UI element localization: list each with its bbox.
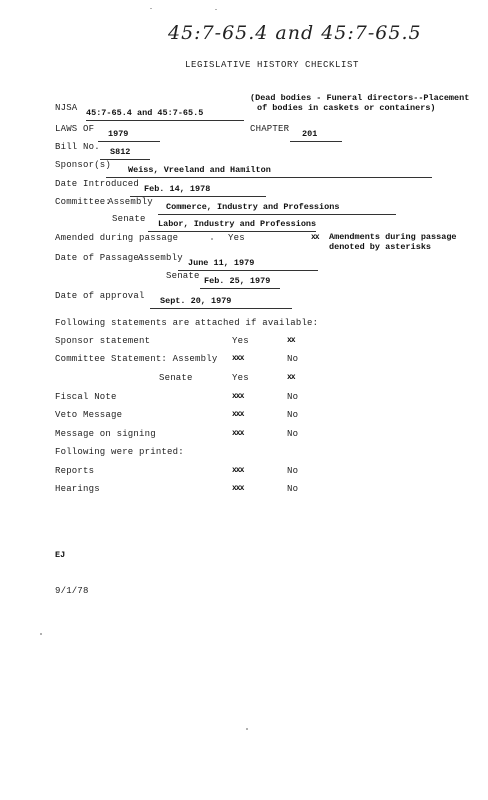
amended-note-line1: Amendments during passage <box>329 232 457 242</box>
amended-note-line2: denoted by asterisks <box>329 242 432 252</box>
handwritten-statute-header: 45:7-65.4 and 45:7-65.5 <box>168 22 422 44</box>
chapter-value: 201 <box>302 129 318 139</box>
date-of-approval-label: Date of approval <box>55 291 145 301</box>
passage-assembly-label: Assembly <box>138 253 183 263</box>
scan-speck <box>215 9 217 10</box>
statement-veto-message-no: No <box>287 410 299 420</box>
date-introduced-value: Feb. 14, 1978 <box>144 184 211 194</box>
printed-reports-no: No <box>287 466 299 476</box>
committee-assembly-label: Assembly <box>108 197 153 207</box>
sponsors-label: Sponsor(s) <box>55 160 112 170</box>
statement-committee-assembly-no: No <box>287 354 299 364</box>
printed-hearings-label: Hearings <box>55 484 100 494</box>
passage-assembly-field <box>178 252 318 271</box>
sponsors-value: Weiss, Vreeland and Hamilton <box>128 165 271 175</box>
subject-note-line2: of bodies in caskets or containers) <box>257 103 436 113</box>
statement-message-on-signing-label: Message on signing <box>55 429 156 439</box>
bill-no-label: Bill No. <box>55 142 100 152</box>
chapter-label: CHAPTER <box>250 124 290 134</box>
statement-committee-senate-yes: Yes <box>232 373 249 383</box>
subject-note-line1: (Dead bodies - Funeral directors--Placement <box>250 93 470 103</box>
bill-no-value: S812 <box>110 147 131 157</box>
statement-fiscal-note-yes: xxx <box>232 392 244 401</box>
footer-date: 9/1/78 <box>55 586 89 596</box>
committee-senate-field <box>148 213 316 232</box>
statement-committee-assembly-label: Committee Statement: Assembly <box>55 354 218 364</box>
statement-committee-senate-label: Senate <box>159 373 193 383</box>
passage-assembly-value: June 11, 1979 <box>188 258 255 268</box>
passage-senate-label: Senate <box>166 271 200 281</box>
amended-yes: Yes <box>228 233 245 243</box>
amended-label: Amended during passage <box>55 233 179 243</box>
printed-reports-label: Reports <box>55 466 95 476</box>
printed-reports-yes: xxx <box>232 466 244 475</box>
printed-heading: Following were printed: <box>55 447 184 457</box>
date-introduced-field <box>130 178 266 197</box>
committee-assembly-value: Commerce, Industry and Professions <box>166 202 340 212</box>
statement-veto-message-label: Veto Message <box>55 410 123 420</box>
printed-hearings-no: No <box>287 484 299 494</box>
initials: EJ <box>55 550 66 560</box>
statement-committee-senate-no: xx <box>287 373 295 382</box>
statement-sponsor-label: Sponsor statement <box>55 336 151 346</box>
statement-committee-assembly-yes: xxx <box>232 354 244 363</box>
passage-senate-field <box>200 270 280 289</box>
passage-senate-value: Feb. 25, 1979 <box>204 276 271 286</box>
date-introduced-label: Date Introduced <box>55 179 140 189</box>
statement-sponsor-no: xx <box>287 336 295 345</box>
attached-heading: Following statements are attached if available: <box>55 318 319 328</box>
date-of-approval-field <box>150 290 292 309</box>
bill-no-field <box>100 141 150 160</box>
statement-fiscal-note-label: Fiscal Note <box>55 392 117 402</box>
njsa-value: 45:7-65.4 and 45:7-65.5 <box>86 108 204 118</box>
date-of-passage-label: Date of Passage: <box>55 253 145 263</box>
statement-message-on-signing-no: No <box>287 429 299 439</box>
statement-fiscal-note-no: No <box>287 392 299 402</box>
scan-speck <box>150 8 152 9</box>
statement-sponsor-yes: Yes <box>232 336 249 346</box>
committee-senate-value: Labor, Industry and Professions <box>158 219 317 229</box>
njsa-label: NJSA <box>55 103 78 113</box>
scan-speck <box>246 728 248 730</box>
date-of-approval-value: Sept. 20, 1979 <box>160 296 232 306</box>
committee-label: Committee: <box>55 197 112 207</box>
page-title: LEGISLATIVE HISTORY CHECKLIST <box>185 60 360 70</box>
committee-senate-label: Senate <box>112 214 146 224</box>
scan-speck <box>211 238 213 240</box>
laws-of-value: 1979 <box>108 129 129 139</box>
printed-hearings-yes: xxx <box>232 484 244 493</box>
statement-veto-message-yes: xxx <box>232 410 244 419</box>
njsa-field <box>86 102 244 121</box>
laws-of-field <box>98 123 160 142</box>
scan-speck <box>40 633 42 635</box>
sponsors-field <box>106 159 432 178</box>
chapter-field <box>290 123 342 142</box>
statement-message-on-signing-yes: xxx <box>232 429 244 438</box>
laws-of-label: LAWS OF <box>55 124 95 134</box>
amended-no-strikeout: xx <box>311 233 319 242</box>
